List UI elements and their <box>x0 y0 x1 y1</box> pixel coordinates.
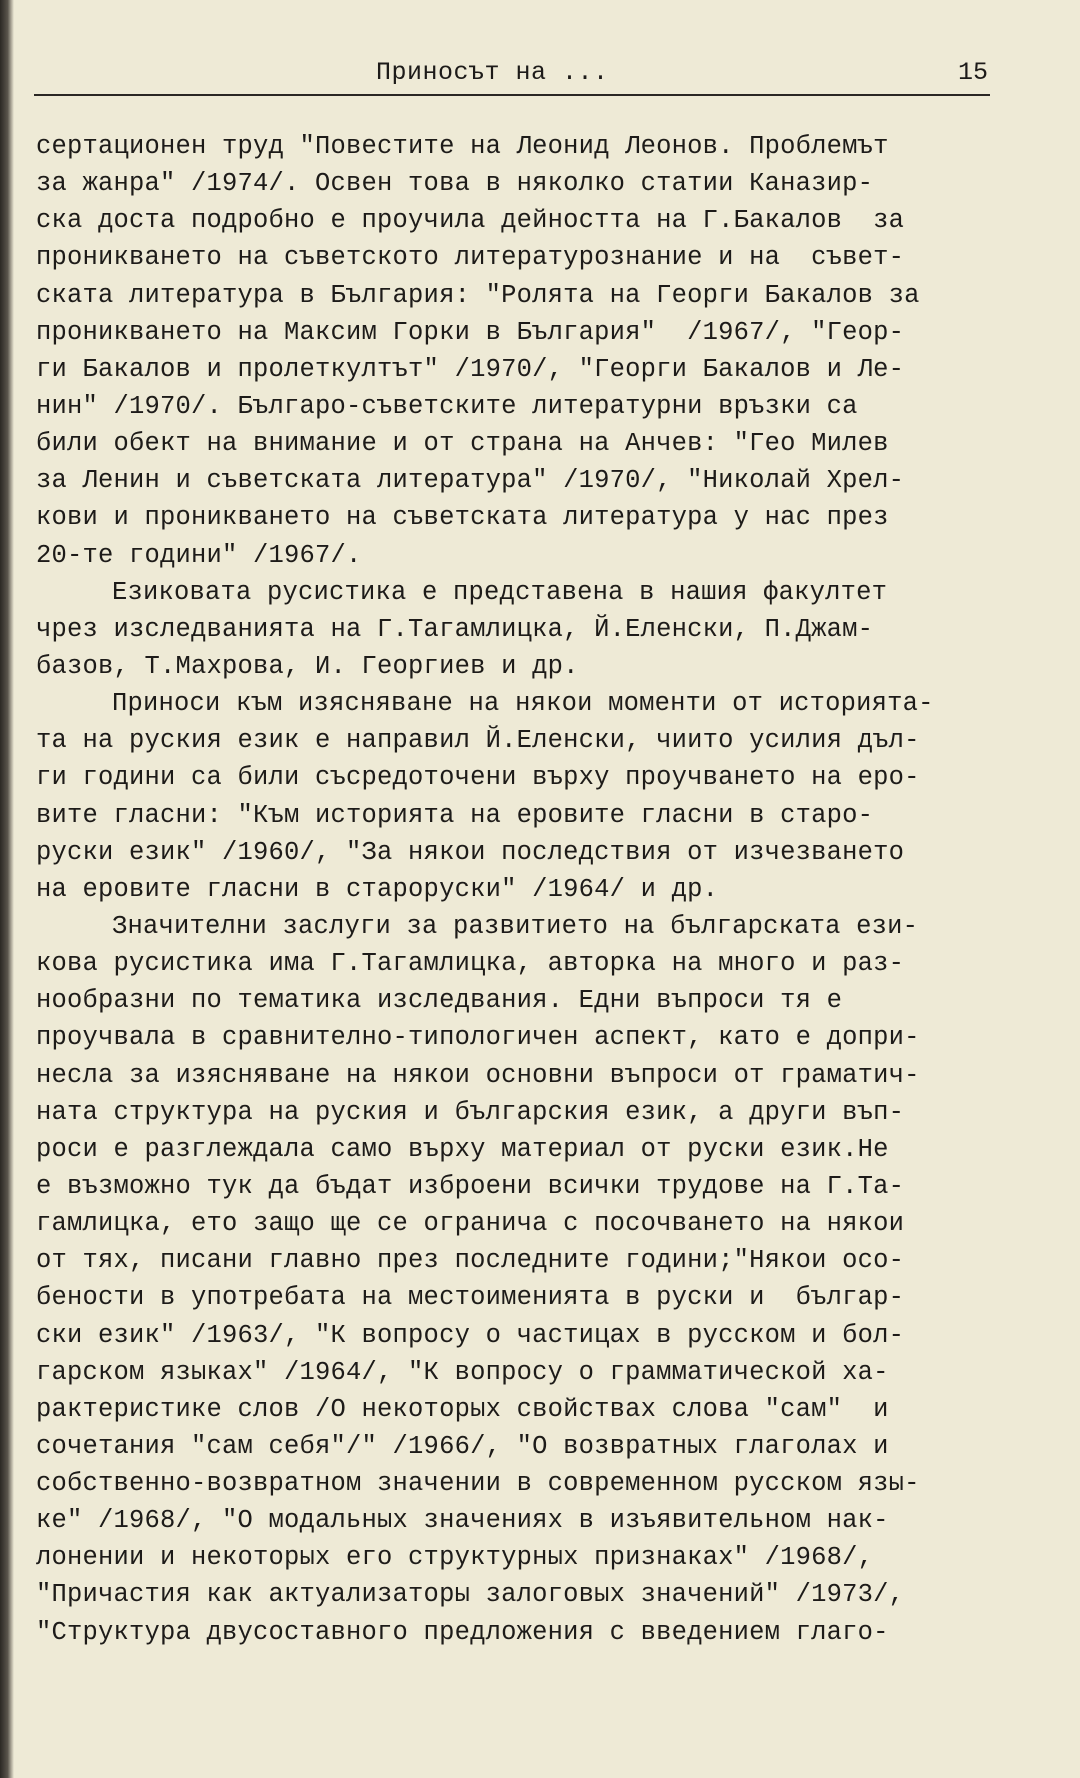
text-line: ната структура на руския и българския език, а други въп- <box>36 1097 905 1127</box>
text-line: сертационен труд "Повестите на Леонид Леонов. Проблемът <box>36 132 889 161</box>
text-line: сочетания "сам себя"/" /1966/, "О возвратных глаголах и <box>36 1431 889 1461</box>
text-line: за жанра" /1974/. Освен това в няколко статии Каназир- <box>36 169 874 199</box>
text-line: гамлицка, ето защо ще се огранича с посочването на някои <box>36 1209 905 1239</box>
text-line: нин" /1970/. Българо-съветските литературни връзки са <box>36 391 858 421</box>
text-line: гарском языках" /1964/, "К вопросу о грамматической ха- <box>36 1357 889 1387</box>
text-line: нообразни по тематика изследвания. Едни въпроси тя е <box>36 986 843 1016</box>
text-line: на еровите гласни в староруски" /1964/ и др. <box>36 874 719 904</box>
text-line: та на руския език е направил Й.Еленски, чиито усилия дъл- <box>36 726 920 756</box>
page-number: 15 <box>957 58 988 87</box>
text-line: 20-те години" /1967/. <box>36 540 362 570</box>
paragraph-first-line: Езиковата русистика е представена в нашия факултет <box>112 577 888 607</box>
text-line: ска доста подробно е проучила дейността на Г.Бакалов за <box>36 206 905 236</box>
text-line: базов, Т.Махрова, И. Георгиев и др. <box>36 651 579 681</box>
text-line: кова русистика има Г.Тагамлицка, авторка на много и раз- <box>36 949 905 979</box>
text-line: ги години са били съсредоточени върху проучването на еро- <box>36 763 920 793</box>
text-line: лонении и некоторых его структурных признаках" /1968/, <box>36 1543 874 1573</box>
body-text <box>36 128 1006 1651</box>
text-line: "Причастия как актуализаторы залоговых значений" /1973/, <box>36 1580 905 1610</box>
paragraph-first-line: Приноси към изясняване на някои моменти от историята- <box>112 689 934 719</box>
text-line: несла за изясняване на някои основни въпроси от граматич- <box>36 1060 920 1090</box>
text-line: от тях, писани главно през последните години;"Някои осо- <box>36 1246 905 1276</box>
paragraph-first-line: Значителни заслуги за развитието на българската ези- <box>112 911 919 941</box>
text-line: руски език" /1960/, "За някои последствия от изчезването <box>36 837 905 867</box>
running-title: Приносът на ... <box>376 58 609 87</box>
text-line: собственно-возвратном значении в современном русском язы- <box>36 1469 920 1499</box>
text-line: ги Бакалов и пролеткултът" /1970/, "Георги Бакалов и Ле- <box>36 354 905 384</box>
text-line: ски език" /1963/, "К вопросу о частицах в русском и бол- <box>36 1320 905 1350</box>
text-line: проучвала в сравнително-типологичен аспект, като е допри- <box>36 1023 920 1053</box>
text-line: е възможно тук да бъдат изброени всички трудове на Г.Та- <box>36 1171 905 1201</box>
text-line: вите гласни: "Към историята на еровите гласни в старо- <box>36 800 874 830</box>
text-line: проникването на Максим Горки в България" /1967/, "Геор- <box>36 317 905 347</box>
text-line: бености в употребата на местоименията в руски и българ- <box>36 1283 905 1313</box>
text-line: чрез изследванията на Г.Тагамлицка, Й.Еленски, П.Джам- <box>36 614 874 644</box>
text-line: роси е разглеждала само върху материал от руски език.Не <box>36 1134 889 1164</box>
text-line: кови и проникването на съветската литература у нас през <box>36 503 889 533</box>
text-line: проникването на съветското литературознание и на съвет- <box>36 243 905 273</box>
text-line: за Ленин и съветската литература" /1970/, "Николай Хрел- <box>36 466 905 496</box>
text-line: били обект на внимание и от страна на Анчев: "Гео Милев <box>36 429 889 459</box>
text-line: "Структура двусоставного предложения с введением глаго- <box>36 1617 889 1647</box>
text-line: рактеристике слов /О некоторых свойствах слова "сам" и <box>36 1394 889 1424</box>
binding-edge-shadow <box>0 0 14 1778</box>
text-line: ке" /1968/, "О модальных значениях в изъявительном нак- <box>36 1506 889 1536</box>
page-header <box>34 54 990 96</box>
text-line: ската литература в България: "Ролята на Георги Бакалов за <box>36 280 920 310</box>
